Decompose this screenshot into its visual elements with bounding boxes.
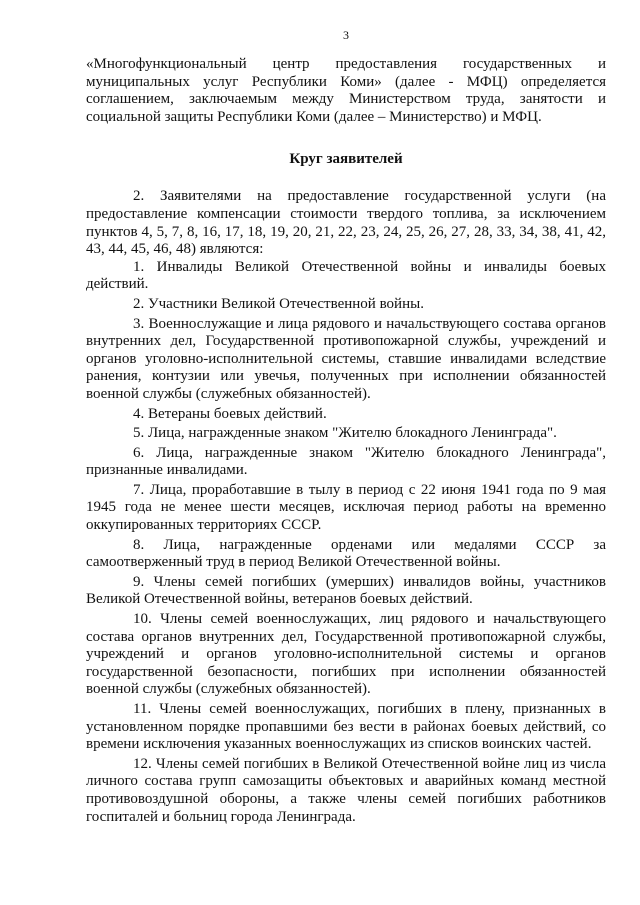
list-item-8: 8. Лица, награжденные орденами или медалями СССР за самоотверженный труд в период Великой Отечественной войны. bbox=[86, 536, 606, 571]
list-item-4: 4. Ветераны боевых действий. bbox=[133, 405, 327, 422]
paragraph-2: 2. Заявителями на предоставление государственной услуги (на предоставление компенсации стоимости твердого топлива, за исключением пунктов 4, 5, 7, 8, 16, 17, 18, 19, 20, 21, 22, 23, 24, 25, 26, 27, 28, 33, 34, 38, 41, 42, 43, 44, 45, 46, 48) являются: bbox=[86, 188, 606, 258]
list-item-3: 3. Военнослужащие и лица рядового и начальствующего состава органов внутренних дел, Государственной противопожарной службы, учреждений и органов уголовно-исполнительной системы, ставшие инвалидами вследствие ранения, контузии или увечья, полученных при исполнении обязанностей военной службы (служебных обязанностей). bbox=[86, 315, 606, 402]
page-number: 3 bbox=[343, 28, 349, 42]
list-item-5: 5. Лица, награжденные знаком "Жителю блокадного Ленинграда". bbox=[133, 425, 557, 442]
list-item-12: 12. Члены семей погибших в Великой Отечественной войне лиц из числа личного состава групп самозащиты объектовых и аварийных команд местной противовоздушной обороны, а также члены семей погибших работников госпиталей и больниц города Ленинграда. bbox=[86, 755, 606, 825]
list-item-7: 7. Лица, проработавшие в тылу в период с 22 июня 1941 года по 9 мая 1945 года не менее шести месяцев, исключая период работы на временно оккупированных территориях СССР. bbox=[86, 481, 606, 534]
list-item-11: 11. Члены семей военнослужащих, погибших в плену, признанных в установленном порядке пропавшими без вести в районах боевых действий, со времени исключения указанных военнослужащих из списков воинских частей. bbox=[86, 701, 606, 753]
list-item-1: 1. Инвалиды Великой Отечественной войны и инвалиды боевых действий. bbox=[86, 258, 606, 293]
list-item-9: 9. Члены семей погибших (умерших) инвалидов войны, участников Великой Отечественной войны, ветеранов боевых действий. bbox=[86, 573, 606, 608]
list-item-10: 10. Члены семей военнослужащих, лиц рядового и начальствующего состава органов внутренних дел, Государственной противопожарной службы, учреждений и органов уголовно-исполнительной системы и органов государственной безопасности, погибших при исполнении обязанностей военной службы (служебных обязанностей). bbox=[86, 611, 606, 698]
section-heading: Круг заявителей bbox=[289, 151, 403, 168]
list-item-6: 6. Лица, награжденные знаком "Жителю блокадного Ленинграда", признанные инвалидами. bbox=[86, 444, 606, 479]
intro-paragraph: «Многофункциональный центр предоставления государственных и муниципальных услуг Республики Коми» (далее - МФЦ) определяется соглашением, заключаемым между Министерством труда, занятости и социальной защиты Республики Коми (далее – Министерство) и МФЦ. bbox=[86, 56, 606, 125]
list-item-2: 2. Участники Великой Отечественной войны. bbox=[133, 295, 424, 312]
